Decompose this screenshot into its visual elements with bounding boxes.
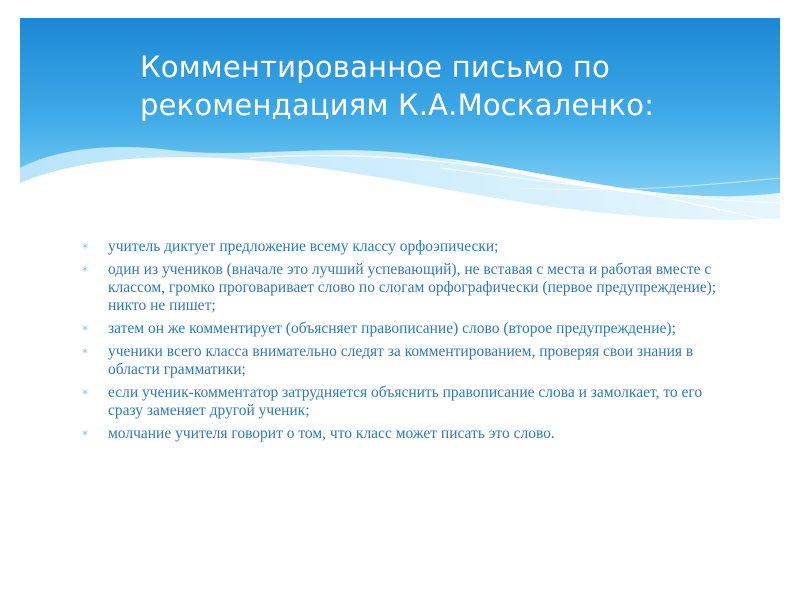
bullet-item-5 bbox=[80, 384, 720, 420]
bullet-text-1: учитель диктует предложение всему классу орфоэпически; bbox=[108, 238, 499, 255]
bullet-item-6 bbox=[80, 425, 720, 443]
bullet-item-4 bbox=[80, 343, 720, 379]
bullet-text-4: ученики всего класса внимательно следят за комментированием, проверяя свои знания в области грамматики; bbox=[108, 343, 694, 378]
bullet-text-6: молчание учителя говорит о том, что класс может писать это слово. bbox=[108, 425, 555, 442]
bullet-text-2: один из учеников (вначале это лучший успевающий), не вставая с места и работая вместе с классом, громко проговаривает слово по слогам орфографически (первое предупреждение); никто не пишет; bbox=[108, 261, 717, 314]
bullet-item-2 bbox=[80, 261, 720, 315]
bullet-list bbox=[80, 238, 720, 448]
title-line-2: рекомендациям К.А.Москаленко: bbox=[140, 88, 655, 122]
asterisk-bullet-icon: * bbox=[82, 428, 88, 442]
asterisk-bullet-icon: * bbox=[82, 241, 88, 255]
title-line-1: Комментированное письмо по bbox=[140, 50, 610, 84]
bullet-text-5: если ученик-комментатор затрудняется объяснить правописание слова и замолкает, то его сразу заменяет другой ученик; bbox=[108, 384, 703, 419]
asterisk-bullet-icon: * bbox=[82, 346, 88, 360]
asterisk-bullet-icon: * bbox=[82, 387, 88, 401]
bullet-item-1 bbox=[80, 238, 720, 256]
asterisk-bullet-icon: * bbox=[82, 323, 88, 337]
bullet-item-3 bbox=[80, 320, 720, 338]
bullet-text-3: затем он же комментирует (объясняет правописание) слово (второе предупреждение); bbox=[108, 320, 676, 337]
slide-title bbox=[140, 48, 760, 124]
asterisk-bullet-icon: * bbox=[82, 264, 88, 278]
